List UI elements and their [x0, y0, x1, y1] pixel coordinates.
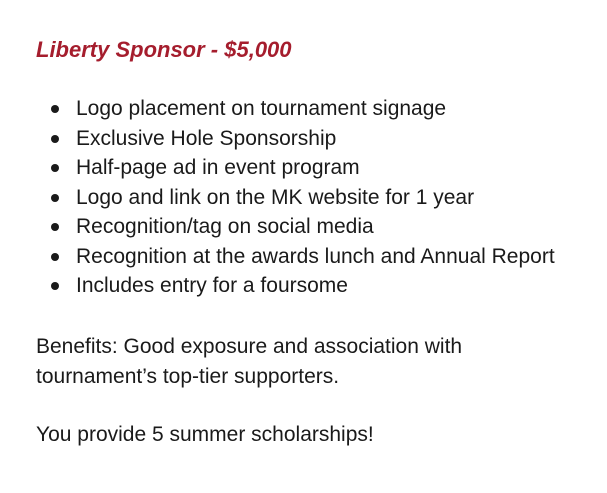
- perks-list: [36, 94, 587, 301]
- perk-text: Logo placement on tournament signage: [76, 97, 447, 120]
- perk-item: [36, 271, 587, 301]
- perk-text: Includes entry for a foursome: [76, 274, 348, 297]
- perk-item: [36, 153, 587, 183]
- bullet-icon: [51, 135, 59, 143]
- perk-text: Logo and link on the MK website for 1 year: [76, 185, 475, 209]
- bullet-icon: [51, 194, 59, 202]
- perk-text: Recognition at the awards lunch and Annual Report: [76, 244, 555, 268]
- bullet-icon: [51, 164, 59, 172]
- benefits-paragraph: Benefits: Good exposure and association with tournament’s top-tier supporters.: [36, 334, 463, 388]
- perk-text: Exclusive Hole Sponsorship: [76, 126, 337, 150]
- perk-text: Recognition/tag on social media: [76, 215, 374, 238]
- perk-item: [36, 242, 587, 272]
- sponsor-tier-title: Liberty Sponsor - $5,000: [36, 37, 292, 62]
- perk-item: [36, 94, 587, 124]
- perk-text: Half-page ad in event program: [76, 156, 360, 179]
- bullet-icon: [51, 282, 59, 290]
- bullet-icon: [51, 223, 59, 231]
- perk-item: [36, 183, 587, 213]
- bullet-icon: [51, 253, 59, 261]
- scholarship-note: You provide 5 summer scholarships!: [36, 422, 374, 446]
- perk-item: [36, 212, 587, 242]
- bullet-icon: [51, 105, 59, 113]
- perk-item: [36, 124, 587, 154]
